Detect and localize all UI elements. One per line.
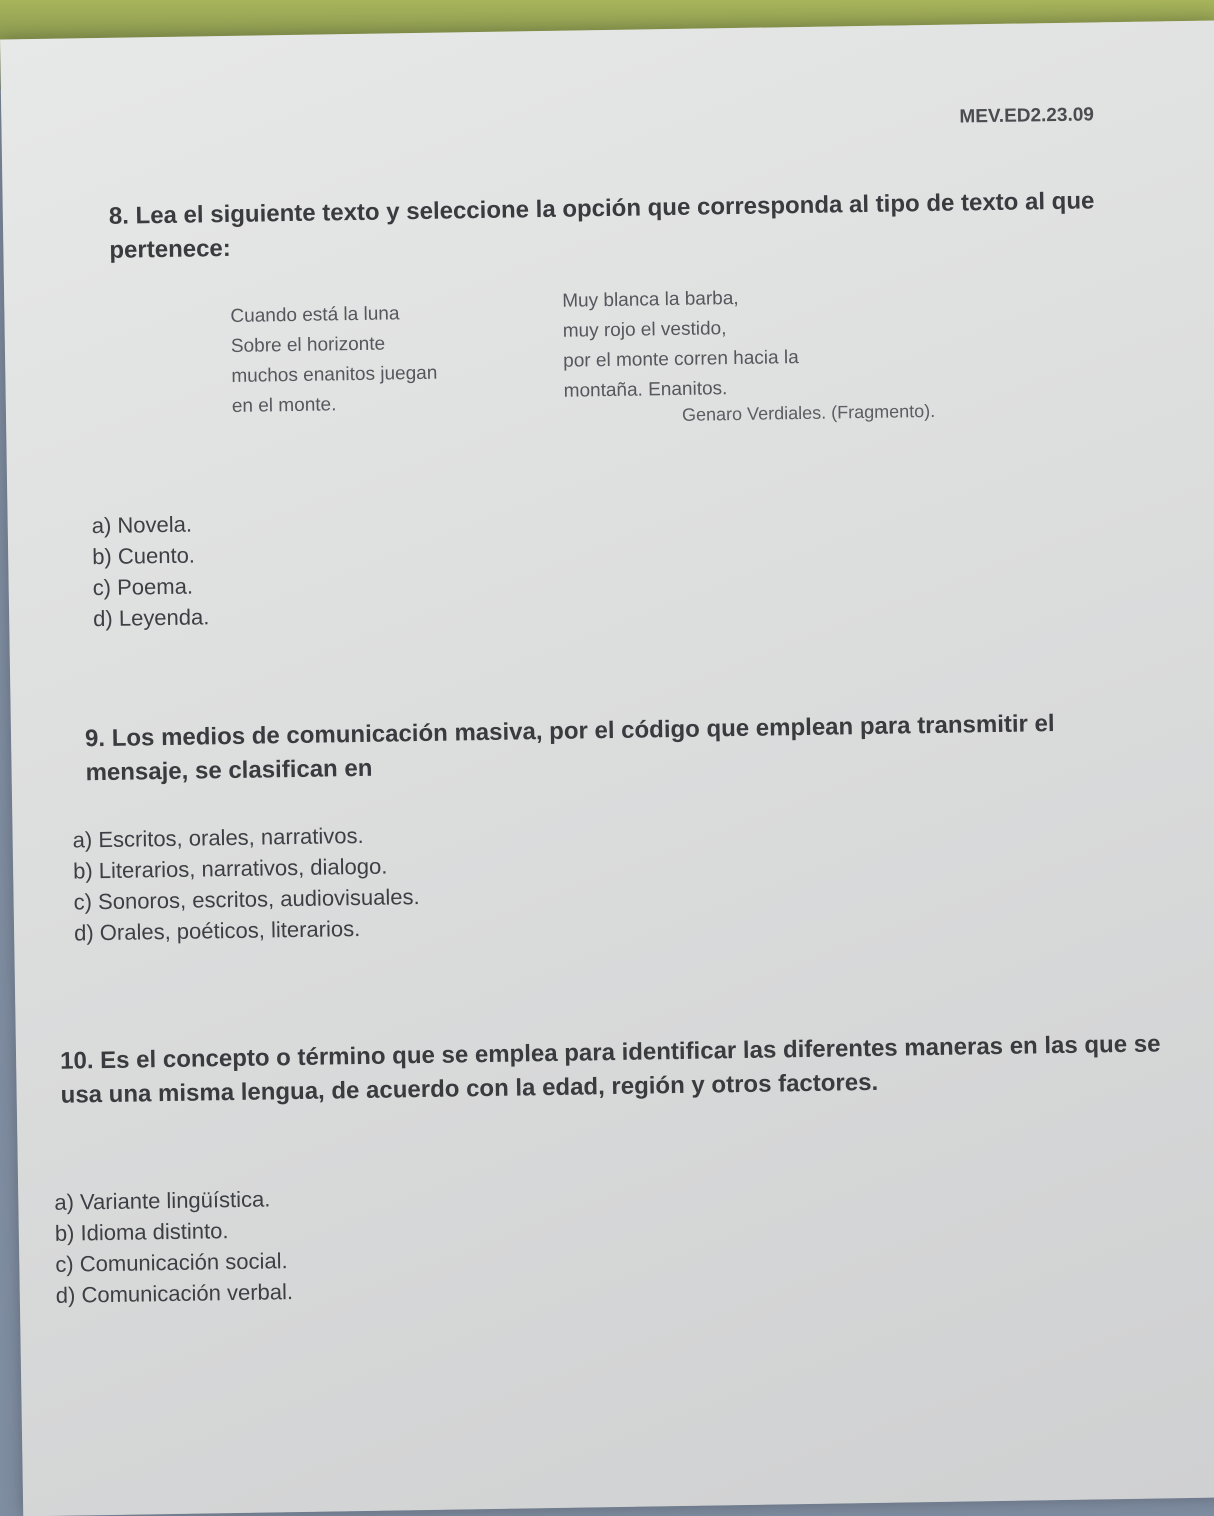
question-9-prompt: 9. Los medios de comunicación masiva, por el código que emplean para transmitir el mensaje, se clasifican en (84, 710, 1055, 787)
question-8-prompt: 8. Lea el siguiente texto y seleccione la opción que corresponda al tipo de texto al que pertenece: (108, 187, 1095, 264)
poem-line: muchos enanitos juegan (231, 362, 438, 387)
option-b[interactable]: b) Cuento. (92, 542, 196, 570)
question-9-options (72, 819, 420, 948)
option-a[interactable]: a) Variante lingüística. (54, 1186, 271, 1215)
poem-author: Genaro Verdiales. (Fragmento). (681, 400, 936, 425)
exam-sheet (0, 20, 1214, 1516)
option-c[interactable]: c) Sonoros, escritos, audiovisuales. (73, 884, 420, 915)
option-d[interactable]: d) Leyenda. (92, 604, 210, 632)
question-10-options (54, 1183, 293, 1311)
option-c[interactable]: c) Comunicación social. (55, 1248, 288, 1277)
exam-code: MEV.ED2.23.09 (959, 104, 1095, 128)
option-c[interactable]: c) Poema. (92, 573, 194, 601)
option-a[interactable]: a) Escritos, orales, narrativos. (72, 822, 364, 853)
option-a[interactable]: a) Novela. (91, 511, 193, 539)
poem-line: en el monte. (231, 394, 337, 417)
poem-line: Cuando está la luna (230, 303, 400, 327)
poem-line: muy rojo el vestido, (562, 318, 727, 342)
poem-line: Muy blanca la barba, (562, 287, 739, 312)
question-10-prompt: 10. Es el concepto o término que se emplea para identificar las diferentes maneras en las que se usa una misma lengua, de acuerdo con la edad, región y otros factores. (59, 1030, 1161, 1109)
poem-line: montaña. Enanitos. (563, 378, 728, 402)
question-8-options (91, 508, 209, 634)
poem-right-column (562, 280, 984, 407)
option-d[interactable]: d) Comunicación verbal. (55, 1279, 294, 1308)
option-b[interactable]: b) Idioma distinto. (54, 1218, 229, 1246)
poem-line: Sobre el horizonte (230, 333, 386, 357)
poem-line: por el monte corren hacia la (563, 347, 799, 372)
option-b[interactable]: b) Literarios, narrativos, dialogo. (72, 853, 388, 884)
option-d[interactable]: d) Orales, poéticos, literarios. (73, 915, 361, 946)
poem-left-column (230, 297, 552, 422)
